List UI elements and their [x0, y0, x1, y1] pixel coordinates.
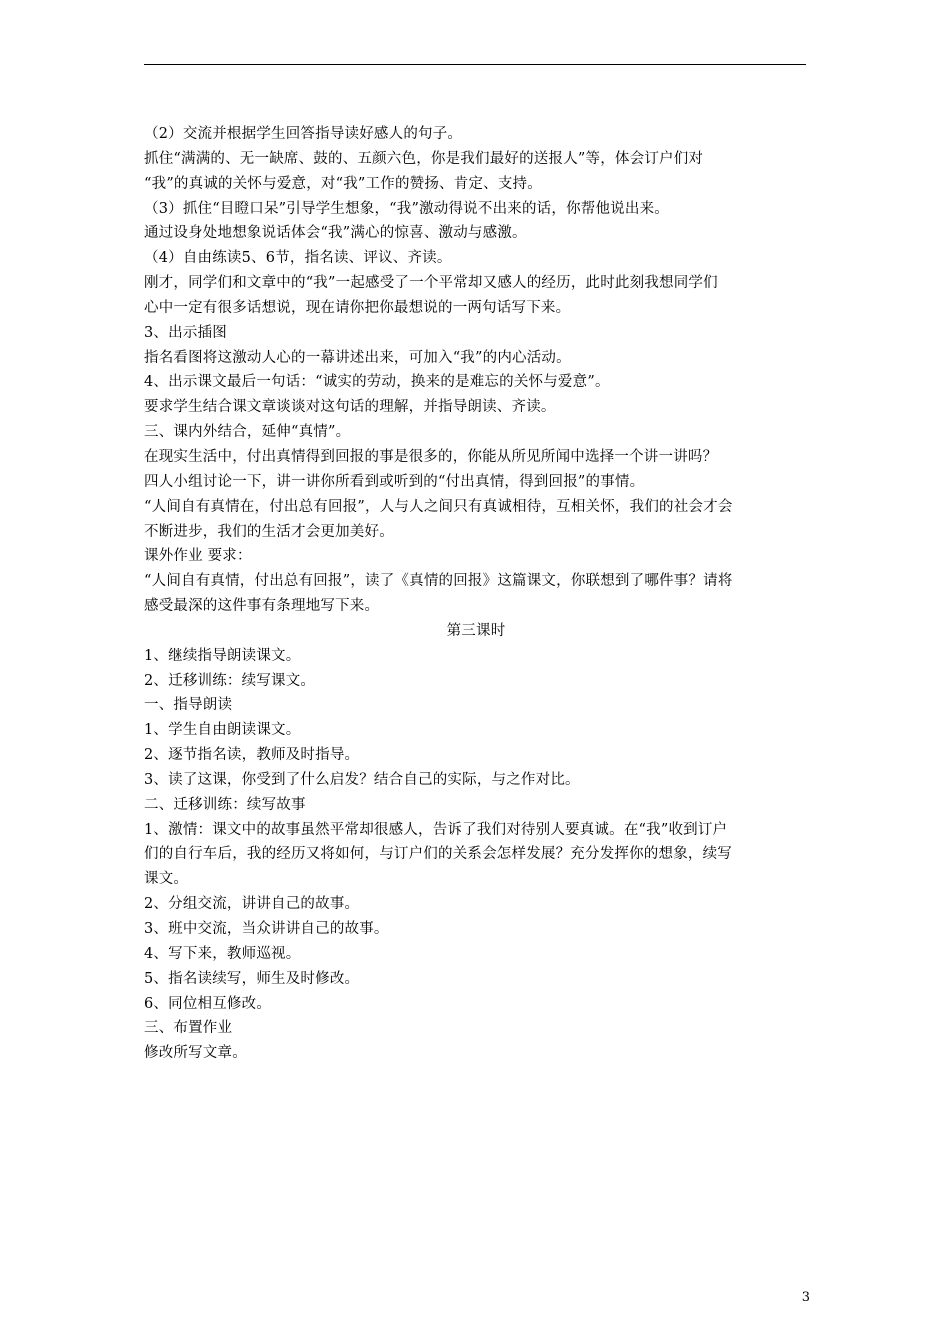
text-line: “人间自有真情在，付出总有回报”，人与人之间只有真诚相待，互相关怀，我们的社会才会	[144, 498, 733, 515]
text-line: 要求学生结合课文章谈谈对这句话的理解，并指导朗读、齐读。	[144, 399, 556, 416]
page-number: 3	[801, 1290, 810, 1305]
text-line: （3）抓住“目瞪口呆”引导学生想象，“我”激动得说不出来的话，你帮他说出来。	[144, 200, 669, 217]
text-line: 刚才，同学们和文章中的“我”一起感受了一个平常却又感人的经历，此时此刻我想同学们	[144, 275, 718, 292]
text-line: 1、继续指导朗读课文。	[144, 647, 301, 664]
text-line: 三、课内外结合，延伸“真情”。	[144, 424, 351, 441]
text-line: 2、分组交流，讲讲自己的故事。	[144, 896, 360, 913]
text-line: 们的自行车后，我的经历又将如何，与订户们的关系会怎样发展？充分发挥你的想象，续写	[144, 846, 732, 863]
text-line: 4、写下来，教师巡视。	[144, 945, 301, 962]
text-line: 1、激情：课文中的故事虽然平常却很感人，告诉了我们对待别人要真诚。在“我”收到订户	[144, 821, 728, 838]
text-line: 二、迁移训练：续写故事	[144, 796, 306, 813]
text-line: 在现实生活中，付出真情得到回报的事是很多的，你能从所见所闻中选择一个讲一讲吗？	[144, 448, 718, 465]
text-line: 通过设身处地想象说话体会“我”满心的惊喜、激动与感激。	[144, 225, 527, 242]
header-rule	[144, 64, 806, 65]
document-body	[144, 122, 808, 1066]
text-line: 3、出示插图	[144, 324, 227, 341]
text-line: 2、迁移训练：续写课文。	[144, 672, 316, 689]
text-line: 抓住“满满的、无一缺席、鼓的、五颜六色，你是我们最好的送报人”等，体会订户们对	[144, 150, 704, 167]
text-line: （4）自由练读5、6节，指名读、评议、齐读。	[144, 250, 452, 267]
text-line: 感受最深的这件事有条理地写下来。	[144, 598, 380, 615]
text-line: “我”的真诚的关怀与爱意，对“我”工作的赞扬、肯定、支持。	[144, 175, 542, 192]
text-line: 修改所写文章。	[144, 1045, 247, 1062]
text-line: 课外作业 要求：	[144, 548, 252, 565]
text-line: 一、指导朗读	[144, 697, 233, 714]
text-line: 3、读了这课，你受到了什么启发？结合自己的实际，与之作对比。	[144, 771, 580, 788]
text-line: 指名看图将这激动人心的一幕讲述出来，可加入“我”的内心活动。	[144, 349, 571, 366]
text-line: 2、逐节指名读，教师及时指导。	[144, 747, 360, 764]
text-line: 6、同位相互修改。	[144, 995, 272, 1012]
text-line: 心中一定有很多话想说，现在请你把你最想说的一两句话写下来。	[144, 299, 571, 316]
text-line: 5、指名读续写，师生及时修改。	[144, 970, 360, 987]
text-line: 不断进步，我们的生活才会更加美好。	[144, 523, 394, 540]
text-line: 4、出示课文最后一句话：“诚实的劳动，换来的是难忘的关怀与爱意”。	[144, 374, 610, 391]
text-line: 3、班中交流，当众讲讲自己的故事。	[144, 921, 389, 937]
section-heading: 第三课时	[446, 622, 506, 639]
text-line: （2）交流并根据学生回答指导读好感人的句子。	[144, 126, 463, 142]
text-line: 三、布置作业	[144, 1020, 233, 1037]
text-line: 四人小组讨论一下，讲一讲你所看到或听到的“付出真情，得到回报”的事情。	[144, 473, 645, 490]
text-line: 1、学生自由朗读课文。	[144, 722, 301, 739]
text-line: “人间自有真情，付出总有回报”，读了《真情的回报》这篇课文，你联想到了哪件事？请将	[144, 573, 733, 590]
text-line: 课文。	[144, 871, 189, 888]
